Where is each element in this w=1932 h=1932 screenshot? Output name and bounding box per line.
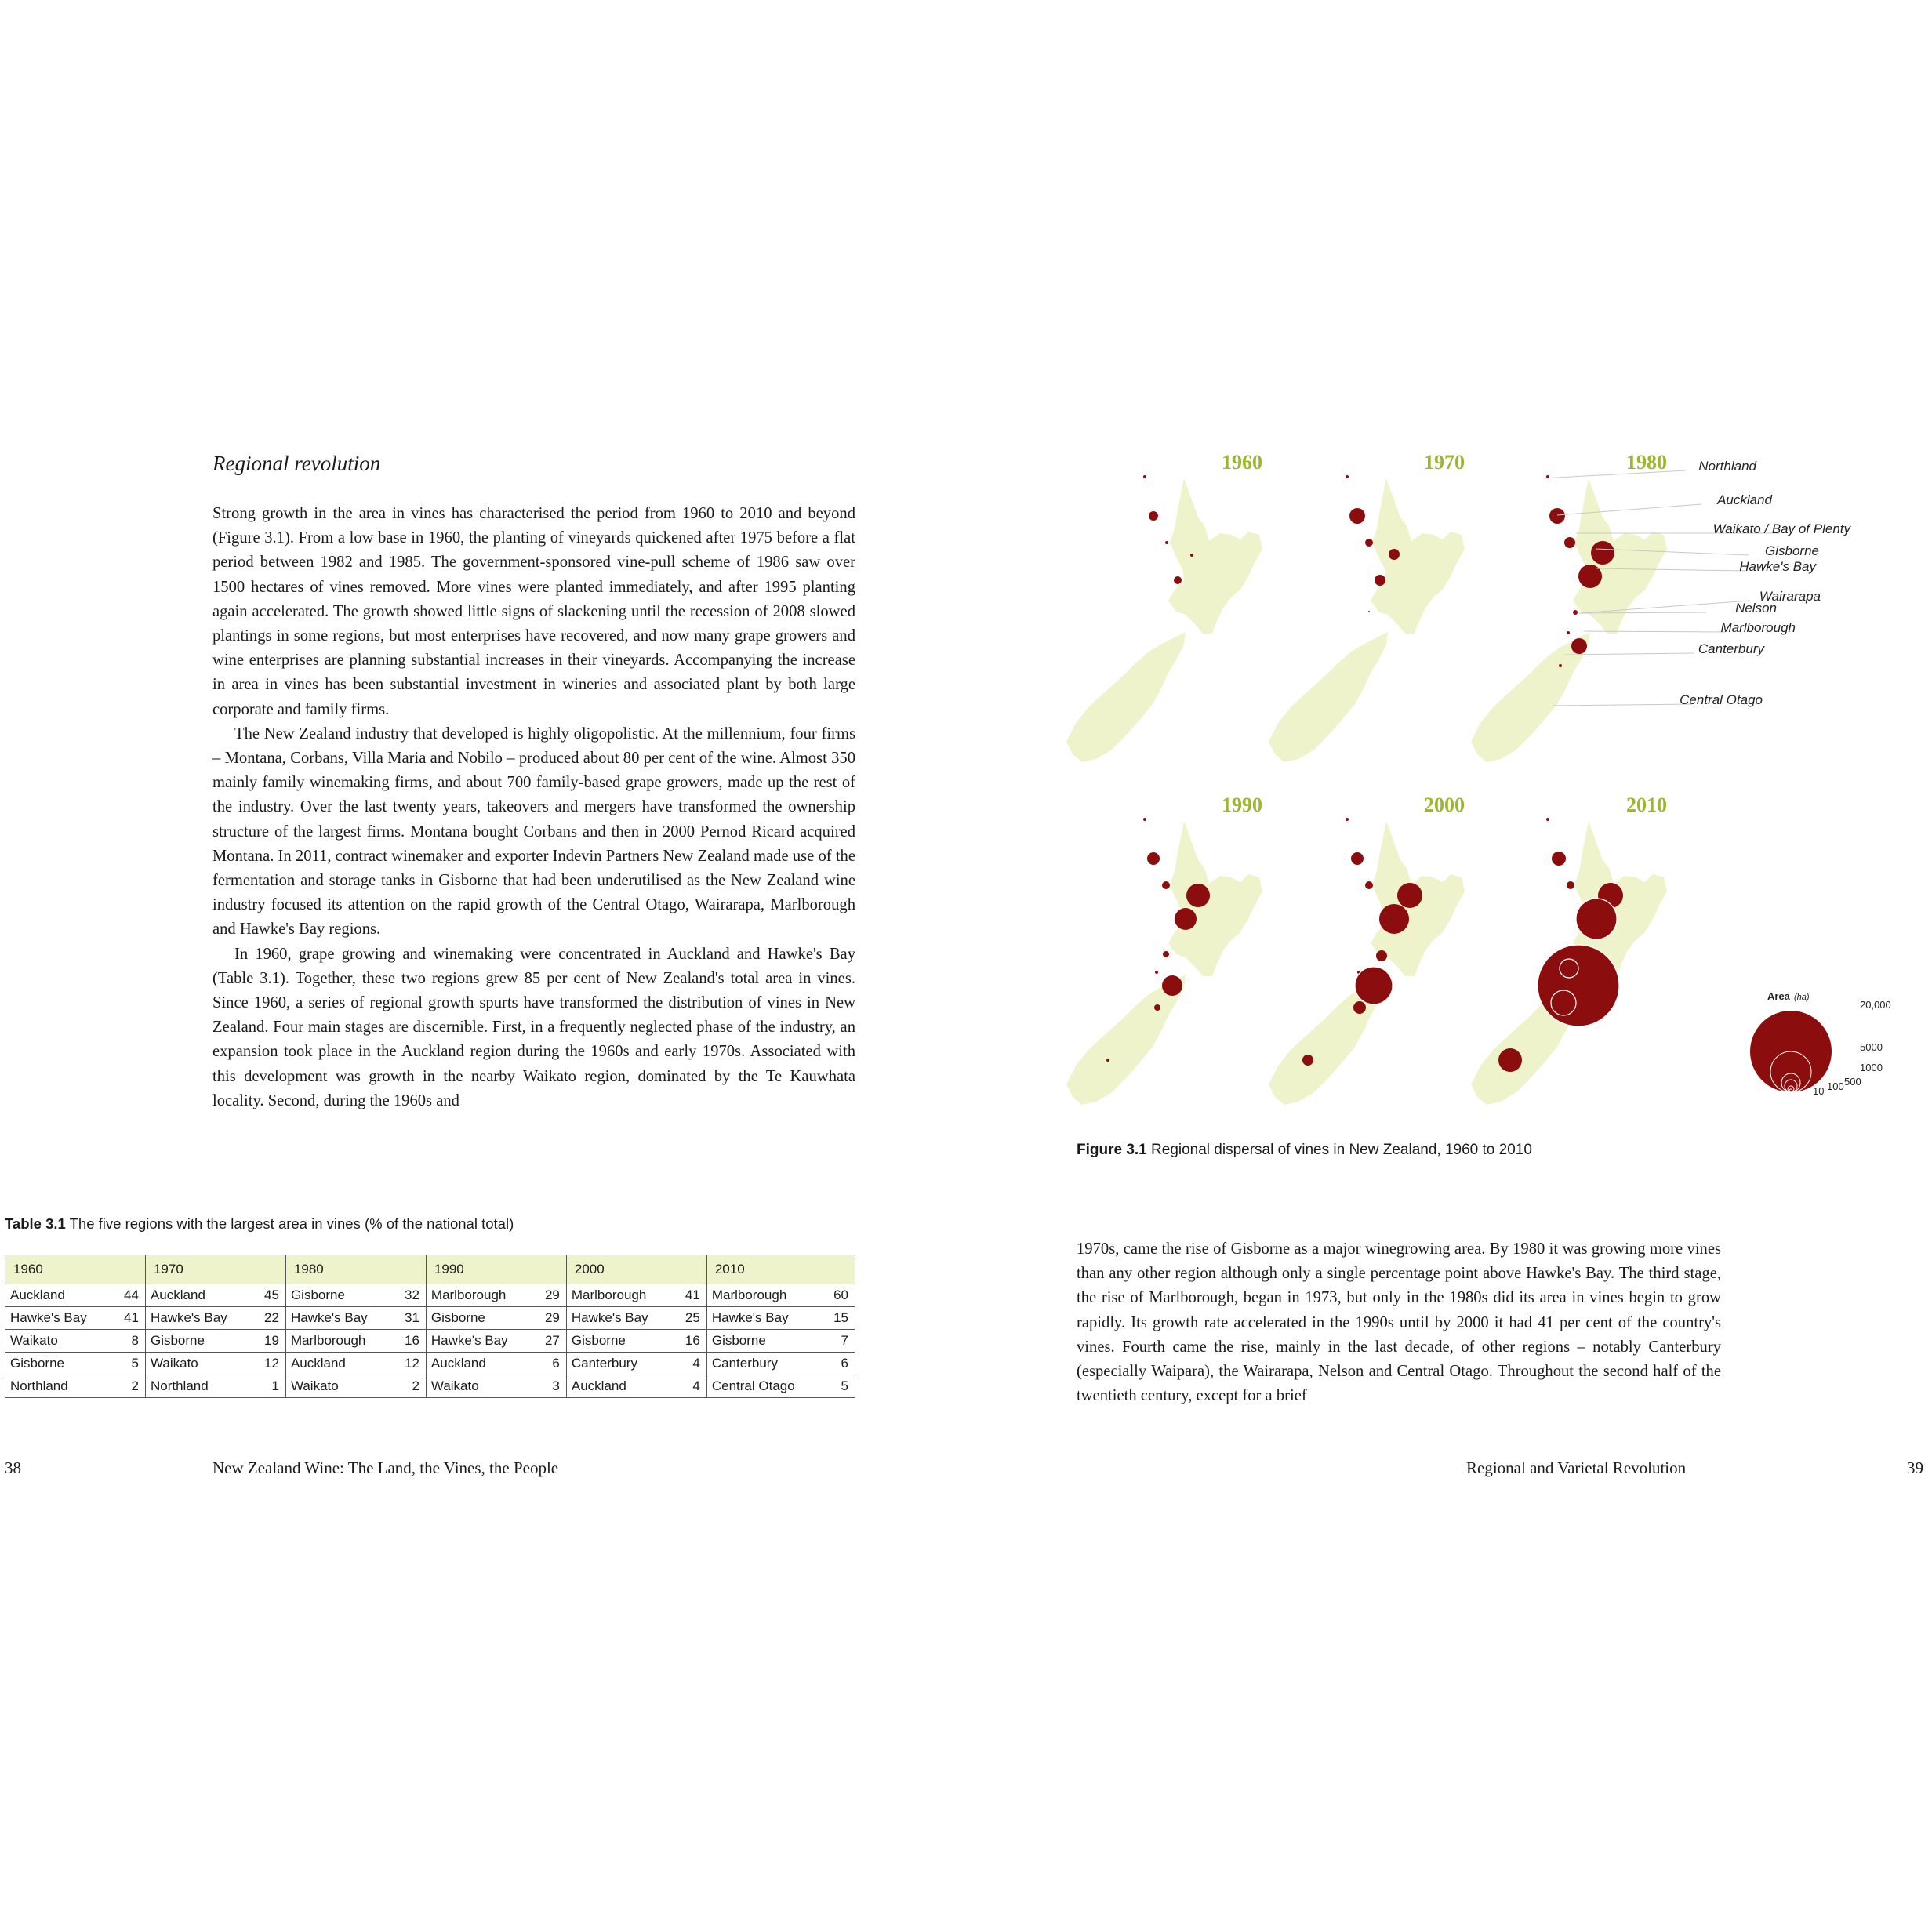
region-circle [1174,576,1182,584]
page-number-right: 39 [1907,1458,1923,1477]
percent-cell: 6 [534,1353,567,1375]
region-circle [1576,899,1617,939]
region-circle [1567,631,1570,634]
figure-caption-label: Figure 3.1 [1077,1142,1147,1158]
percent-cell: 15 [823,1307,855,1330]
percent-cell: 32 [394,1284,427,1307]
percent-cell: 2 [113,1375,146,1398]
region-cell: Auckland [426,1353,533,1375]
year-label: 2000 [1424,794,1465,816]
region-cell: Marlborough [706,1284,822,1307]
region-cell: Auckland [145,1284,252,1307]
region-circle [1538,945,1619,1026]
region-cell: Hawke's Bay [426,1330,533,1353]
year-label: 1980 [1626,451,1667,474]
regions-table [5,1255,855,1398]
map-panel [1269,451,1465,762]
region-circle [1559,664,1562,667]
region-cell: Waikato [145,1353,252,1375]
percent-cell: 4 [674,1353,707,1375]
region-circle [1147,852,1160,865]
percent-cell: 6 [823,1353,855,1375]
region-circle [1162,975,1182,996]
legend-value: 20,000 [1860,999,1891,1011]
table-row [5,1330,855,1353]
nz-map-shape [1269,478,1465,762]
year-label: 1960 [1222,451,1262,474]
table-row [5,1307,855,1330]
region-circle [1571,638,1587,654]
region-circle [1154,1004,1160,1011]
year-header: 1970 [145,1255,285,1284]
map-panel [1471,451,1667,762]
region-cell: Gisborne [285,1284,393,1307]
region-cell: Marlborough [285,1330,393,1353]
table-header-row [5,1255,855,1284]
region-cell: Hawke's Bay [706,1307,822,1330]
region-label: Wairarapa [1759,589,1821,604]
legend-value: 500 [1844,1076,1861,1088]
year-label: 1970 [1424,451,1465,474]
region-circle [1365,881,1373,889]
nz-map-shape [1066,821,1262,1105]
percent-cell: 7 [823,1330,855,1353]
percent-cell: 16 [674,1330,707,1353]
region-cell: Gisborne [706,1330,822,1353]
left-body-text [212,502,855,1113]
region-cell: Marlborough [426,1284,533,1307]
running-title-right: Regional and Varietal Revolution [1466,1458,1687,1477]
region-circle [1552,852,1566,866]
region-circle [1379,904,1409,934]
percent-cell: 12 [253,1353,286,1375]
region-circle [1186,884,1210,907]
region-cell: Hawke's Bay [566,1307,674,1330]
region-circle [1375,575,1385,586]
region-label: Central Otago [1680,692,1763,707]
region-circle [1498,1048,1522,1072]
region-cell: Auckland [285,1353,393,1375]
region-circle [1578,565,1602,588]
region-circle [1175,908,1197,930]
region-circle [1389,549,1400,560]
leader-line [1557,504,1701,515]
region-label: Auckland [1717,492,1772,507]
region-cell: Auckland [5,1284,113,1307]
region-circle [1302,1055,1313,1066]
region-cell: Waikato [426,1375,533,1398]
table-row [5,1284,855,1307]
legend-value: 100 [1827,1080,1844,1092]
region-circle [1549,508,1565,524]
leader-line [1552,704,1692,706]
region-circle [1165,541,1168,544]
figure-caption [1077,1142,1532,1159]
percent-cell: 29 [534,1284,567,1307]
region-circle [1351,852,1364,865]
region-circle [1346,475,1349,478]
region-circle [1591,541,1614,565]
year-label: 2010 [1626,794,1667,816]
legend-value: 10 [1813,1085,1825,1097]
paragraph: The New Zealand industry that developed is highly oligopolistic. At the millennium, four firms – Montana, Corbans, Villa Maria and Nobilo – produced about 80 per cent of the wine. Almost 350 mainly family winemaking firms, and about 700 family-based grape growers, made up the rest of the industry. Over the last twenty years, takeovers and mergers have transformed the ownership structure of the largest firms. Montana bought Corbans and then in 2000 Pernod Ricard acquired Montana. In 2011, contract winemaker and exporter Indevin Partners New Zealand made use of the fermentation and storage tanks in Gisborne that had been underutilised as the New Zealand wine industry focused its attention on the rapid growth of the Central Otago, Wairarapa, Marlborough and Hawke's Bay regions. [212,724,855,939]
year-header: 1960 [5,1255,146,1284]
region-circle [1190,554,1193,557]
percent-cell: 4 [674,1375,707,1398]
page-number-left: 38 [5,1458,21,1477]
region-cell: Canterbury [706,1353,822,1375]
region-circle [1163,951,1169,957]
region-circle [1149,511,1158,521]
region-cell: Marlborough [566,1284,674,1307]
region-circle [1546,818,1549,821]
region-cell: Hawke's Bay [5,1307,113,1330]
percent-cell: 8 [113,1330,146,1353]
region-circle [1365,539,1373,547]
region-cell: Northland [5,1375,113,1398]
legend-value: 1000 [1860,1062,1883,1073]
region-circle [1143,818,1146,821]
region-cell: Central Otago [706,1375,822,1398]
percent-cell: 12 [394,1353,427,1375]
region-circle [1567,881,1574,889]
region-circle [1346,818,1349,821]
region-label: Marlborough [1720,620,1796,635]
region-label: Nelson [1735,601,1777,616]
year-header: 1980 [285,1255,426,1284]
region-cell: Waikato [285,1375,393,1398]
table-caption-text: The five regions with the largest area in vines (% of the national total) [65,1215,514,1232]
legend-title: Area [1767,990,1790,1002]
nz-map-shape [1471,478,1667,762]
legend-unit: (ha) [1794,993,1810,1002]
region-cell: Auckland [566,1375,674,1398]
percent-cell: 16 [394,1330,427,1353]
region-label: Waikato / Bay of Plenty [1712,521,1850,536]
leader-line [1584,631,1725,632]
paragraph: In 1960, grape growing and winemaking were concentrated in Auckland and Hawke's Bay (Table 3.1). Together, these two regions grew 85 per cent of New Zealand's total area in vines. Since 1960, a series of regional growth spurts have transformed the distribution of vines in New Zealand. Four main stages are discernible. First, in a frequently neglected phase of the industry, an expansion took place in the Auckland region during the 1960s and early 1970s. Associated with this development was growth in the nearby Waikato region, dominated by the Te Kauwhata locality. Second, during the 1960s and [212,945,855,1109]
year-header: 1990 [426,1255,566,1284]
table-row [5,1375,855,1398]
region-cell: Hawke's Bay [145,1307,252,1330]
region-cell: Gisborne [566,1330,674,1353]
region-cell: Northland [145,1375,252,1398]
map-panel [1066,451,1262,762]
percent-cell: 44 [113,1284,146,1307]
region-cell: Gisborne [426,1307,533,1330]
paragraph: 1970s, came the rise of Gisborne as a major winegrowing area. By 1980 it was growing more vines than any other region although only a single percentage point above Hawke's Bay. The third stage, the rise of Marlborough, began in 1973, but only in the 1980s did its area in vines begin to grow rapidly. Its growth rate accelerated in the 1990s until by 2000 it had 41 per cent of the country's vines. Fourth came the rise, mainly in the last decade, of other regions – notably Canterbury (especially Waipara), the Wairarapa, Nelson and Central Otago. Throughout the second half of the twentieth century, except for a brief [1077,1240,1721,1405]
percent-cell: 19 [253,1330,286,1353]
table-caption-label: Table 3.1 [5,1215,66,1232]
region-label: Hawke's Bay [1739,559,1816,574]
region-circle [1155,971,1158,974]
year-header: 2010 [706,1255,855,1284]
map-panels [1066,451,1667,1105]
percent-cell: 3 [534,1375,567,1398]
region-label: Canterbury [1698,641,1764,656]
region-circle [1564,537,1575,548]
table-row [5,1353,855,1375]
region-circle [1397,883,1422,908]
region-circle [1349,508,1365,524]
region-label: Northland [1698,459,1756,474]
region-circle [1376,950,1387,961]
right-body-text [1077,1237,1721,1408]
nz-map-shape [1269,821,1465,1105]
map-panel [1471,794,1667,1105]
running-title-left: New Zealand Wine: The Land, the Vines, the People [212,1458,559,1477]
region-cell: Gisborne [145,1330,252,1353]
table-caption [5,1215,514,1233]
table-body [5,1284,855,1398]
percent-cell: 45 [253,1284,286,1307]
percent-cell: 27 [534,1330,567,1353]
region-circle [1368,611,1370,612]
percent-cell: 22 [253,1307,286,1330]
year-header: 2000 [566,1255,706,1284]
percent-cell: 41 [674,1284,707,1307]
percent-cell: 1 [253,1375,286,1398]
percent-cell: 5 [823,1375,855,1398]
region-circle [1106,1059,1109,1062]
region-cell: Gisborne [5,1353,113,1375]
percent-cell: 29 [534,1307,567,1330]
region-cell: Hawke's Bay [285,1307,393,1330]
percent-cell: 31 [394,1307,427,1330]
map-panel [1066,794,1262,1105]
leader-line [1543,470,1686,478]
region-circle [1143,475,1146,478]
map-panel [1269,794,1465,1105]
vine-dispersal-figure [1066,439,1929,1106]
leader-line [1565,653,1694,655]
region-circle [1353,1001,1366,1014]
region-cell: Waikato [5,1330,113,1353]
region-circle [1162,881,1170,889]
paragraph: Strong growth in the area in vines has characterised the period from 1960 to 2010 and beyond (Figure 3.1). From a low base in 1960, the planting of vineyards quickened after 1975 before a flat period between 1982 and 1985. The government-sponsored vine-pull scheme of 1986 saw over 1500 hectares of vines removed. More vines were planted immediately, and after 1995 planting again accelerated. The growth showed little signs of slackening until the recession of 2008 slowed plantings in some regions, but most enterprises have recovered, and now many grape growers and wine enterprises are planning substantial increases in their vineyards. Accompanying the increase in area in vines has been substantial investment in wineries and associated plant by both large corporate and family firms. [212,505,855,718]
region-circle [1573,610,1578,615]
figure-caption-text: Regional dispersal of vines in New Zealand, 1960 to 2010 [1146,1142,1532,1158]
percent-cell: 41 [113,1307,146,1330]
region-cell: Canterbury [566,1353,674,1375]
year-label: 1990 [1222,794,1262,816]
region-circle [1355,967,1393,1004]
percent-cell: 60 [823,1284,855,1307]
area-legend [1750,990,1891,1097]
percent-cell: 25 [674,1307,707,1330]
legend-value: 5000 [1860,1041,1883,1053]
nz-map-shape [1066,478,1262,762]
region-label: Gisborne [1765,543,1819,558]
section-heading: Regional revolution [212,452,381,475]
region-circle [1549,995,1574,1020]
percent-cell: 2 [394,1375,427,1398]
percent-cell: 5 [113,1353,146,1375]
